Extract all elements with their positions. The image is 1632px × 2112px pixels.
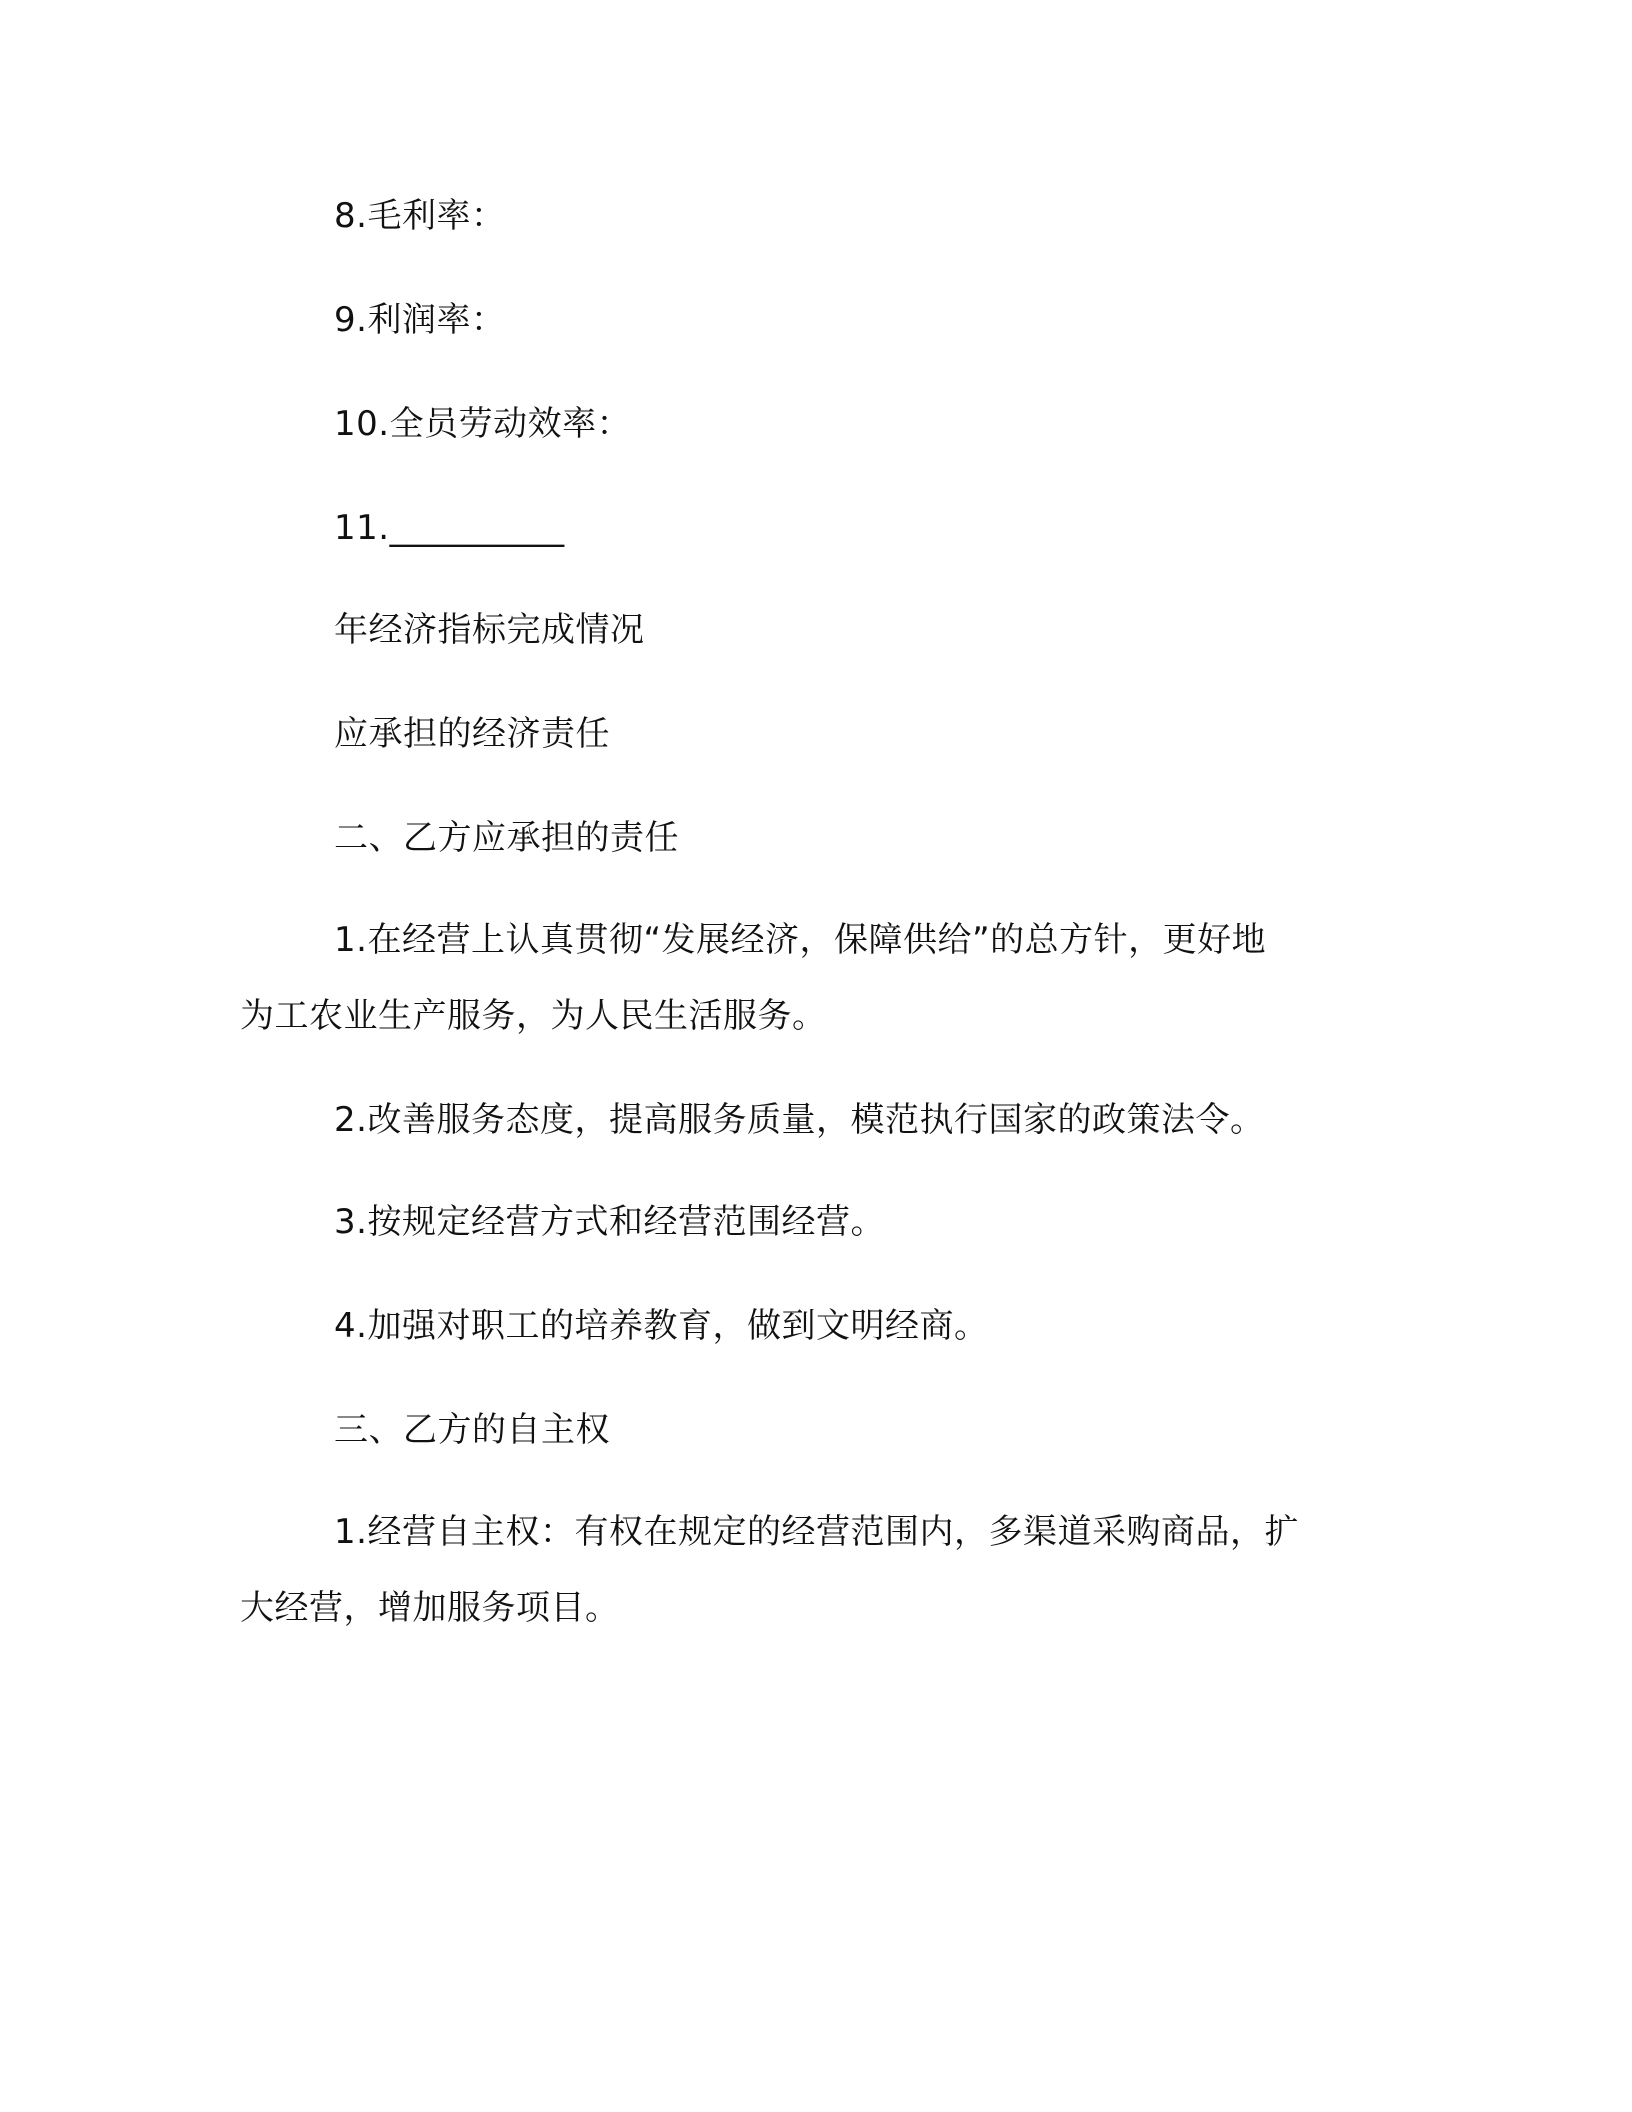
item-labor-efficiency: 10.全员劳动效率： bbox=[334, 404, 632, 444]
section-2-paragraph-4: 4.加强对职工的培养教育，做到文明经商。 bbox=[334, 1306, 989, 1346]
section-2-paragraph-3: 3.按规定经营方式和经营范围经营。 bbox=[334, 1202, 885, 1242]
section-2-heading: 二、乙方应承担的责任 bbox=[334, 818, 679, 858]
section-2-paragraph-1-line-1: 1.在经营上认真贯彻“发展经济，保障供给”的总方针，更好地 bbox=[334, 920, 1267, 960]
section-3-paragraph-1-line-2: 大经营，增加服务项目。 bbox=[240, 1588, 620, 1628]
item-annual-indicators: 年经济指标完成情况 bbox=[334, 610, 645, 650]
item-blank-11: 11.__________ bbox=[334, 508, 565, 548]
section-3-paragraph-1-line-1: 1.经营自主权：有权在规定的经营范围内，多渠道采购商品，扩 bbox=[334, 1512, 1299, 1552]
item-economic-responsibility: 应承担的经济责任 bbox=[334, 714, 610, 754]
section-2-paragraph-2: 2.改善服务态度，提高服务质量，模范执行国家的政策法令。 bbox=[334, 1100, 1265, 1140]
section-3-heading: 三、乙方的自主权 bbox=[334, 1410, 610, 1450]
section-2-paragraph-1-line-2: 为工农业生产服务，为人民生活服务。 bbox=[240, 996, 827, 1036]
item-gross-margin: 8.毛利率： bbox=[334, 196, 506, 236]
item-profit-rate: 9.利润率： bbox=[334, 300, 506, 340]
